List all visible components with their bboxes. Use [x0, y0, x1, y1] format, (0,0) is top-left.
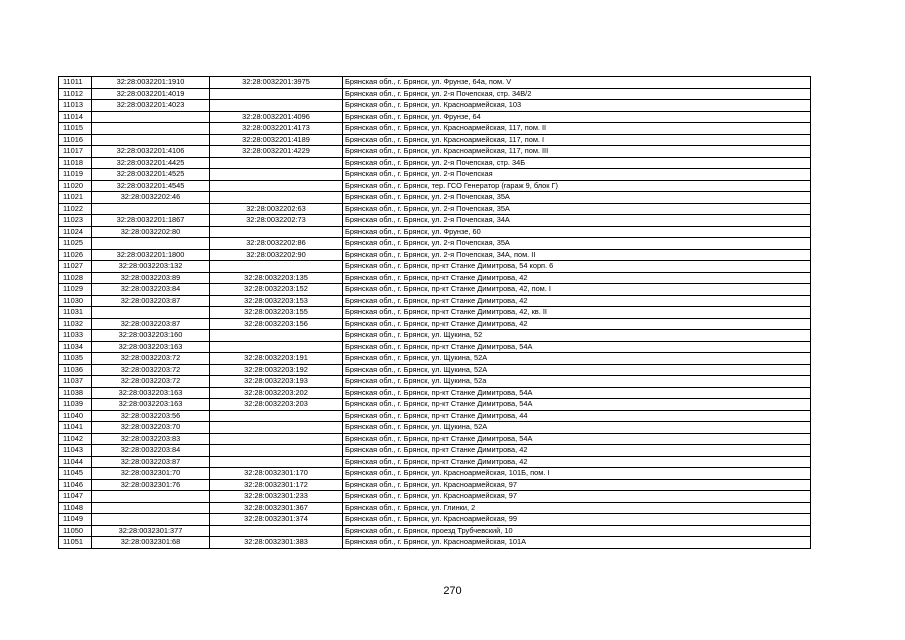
related-cadastral-number-cell: 32:28:0032203:155	[210, 307, 343, 319]
cadastral-number-cell: 32:28:0032201:4545	[92, 180, 210, 192]
row-number-cell: 11025	[59, 238, 92, 250]
table-row	[59, 238, 811, 250]
address-cell: Брянская обл., г. Брянск, ул. 2-я Почепская, 34А	[343, 215, 811, 227]
row-number-cell: 11022	[59, 203, 92, 215]
address-cell: Брянская обл., г. Брянск, ул. 2-я Почепская, 35А	[343, 192, 811, 204]
cadastral-number-cell: 32:28:0032203:160	[92, 330, 210, 342]
table-row	[59, 307, 811, 319]
address-cell: Брянская обл., г. Брянск, ул. Красноармейская, 97	[343, 491, 811, 503]
row-number-cell: 11017	[59, 146, 92, 158]
related-cadastral-number-cell	[210, 88, 343, 100]
related-cadastral-number-cell	[210, 341, 343, 353]
row-number-cell: 11020	[59, 180, 92, 192]
cadastral-number-cell	[92, 123, 210, 135]
table-row	[59, 157, 811, 169]
address-cell: Брянская обл., г. Брянск, ул. Фрунзе, 60	[343, 226, 811, 238]
related-cadastral-number-cell: 32:28:0032203:191	[210, 353, 343, 365]
table-row	[59, 502, 811, 514]
address-cell: Брянская обл., г. Брянск, пр-кт Станке Димитрова, 42	[343, 295, 811, 307]
address-cell: Брянская обл., г. Брянск, ул. Глинки, 2	[343, 502, 811, 514]
address-cell: Брянская обл., г. Брянск, ул. Красноармейская, 97	[343, 479, 811, 491]
table-row	[59, 514, 811, 526]
row-number-cell: 11050	[59, 525, 92, 537]
cadastral-number-cell	[92, 134, 210, 146]
cadastral-number-cell: 32:28:0032203:163	[92, 341, 210, 353]
row-number-cell: 11038	[59, 387, 92, 399]
table-row	[59, 215, 811, 227]
row-number-cell: 11014	[59, 111, 92, 123]
row-number-cell: 11042	[59, 433, 92, 445]
related-cadastral-number-cell	[210, 433, 343, 445]
cadastral-number-cell	[92, 514, 210, 526]
row-number-cell: 11048	[59, 502, 92, 514]
table-row	[59, 341, 811, 353]
row-number-cell: 11026	[59, 249, 92, 261]
table-row	[59, 376, 811, 388]
address-cell: Брянская обл., г. Брянск, ул. Фрунзе, 64а, пом. V	[343, 77, 811, 89]
row-number-cell: 11012	[59, 88, 92, 100]
table-row	[59, 387, 811, 399]
related-cadastral-number-cell: 32:28:0032301:367	[210, 502, 343, 514]
cadastral-number-cell	[92, 307, 210, 319]
row-number-cell: 11044	[59, 456, 92, 468]
table-row	[59, 330, 811, 342]
row-number-cell: 11027	[59, 261, 92, 273]
table-row	[59, 284, 811, 296]
table-row	[59, 134, 811, 146]
address-cell: Брянская обл., г. Брянск, пр-кт Станке Димитрова, 42, пом. I	[343, 284, 811, 296]
related-cadastral-number-cell: 32:28:0032202:86	[210, 238, 343, 250]
row-number-cell: 11013	[59, 100, 92, 112]
property-registry-table	[58, 76, 811, 549]
address-cell: Брянская обл., г. Брянск, пр-кт Станке Димитрова, 54А	[343, 433, 811, 445]
address-cell: Брянская обл., г. Брянск, пр-кт Станке Димитрова, 44	[343, 410, 811, 422]
cadastral-number-cell: 32:28:0032203:83	[92, 433, 210, 445]
related-cadastral-number-cell	[210, 330, 343, 342]
row-number-cell: 11039	[59, 399, 92, 411]
cadastral-number-cell	[92, 502, 210, 514]
related-cadastral-number-cell	[210, 100, 343, 112]
cadastral-number-cell	[92, 203, 210, 215]
related-cadastral-number-cell: 32:28:0032203:152	[210, 284, 343, 296]
address-cell: Брянская обл., г. Брянск, ул. 2-я Почепская	[343, 169, 811, 181]
related-cadastral-number-cell	[210, 456, 343, 468]
cadastral-number-cell: 32:28:0032301:377	[92, 525, 210, 537]
related-cadastral-number-cell	[210, 410, 343, 422]
cadastral-number-cell	[92, 491, 210, 503]
cadastral-number-cell: 32:28:0032203:163	[92, 387, 210, 399]
address-cell: Брянская обл., г. Брянск, ул. Красноармейская, 101А	[343, 537, 811, 549]
table-row	[59, 456, 811, 468]
table-row	[59, 226, 811, 238]
table-row	[59, 180, 811, 192]
table-row	[59, 146, 811, 158]
table-row	[59, 433, 811, 445]
table-row	[59, 261, 811, 273]
related-cadastral-number-cell: 32:28:0032301:383	[210, 537, 343, 549]
related-cadastral-number-cell: 32:28:0032201:3975	[210, 77, 343, 89]
cadastral-number-cell: 32:28:0032203:87	[92, 456, 210, 468]
table-row	[59, 399, 811, 411]
table-row	[59, 169, 811, 181]
address-cell: Брянская обл., г. Брянск, ул. 2-я Почепская, 35А	[343, 238, 811, 250]
related-cadastral-number-cell: 32:28:0032301:233	[210, 491, 343, 503]
address-cell: Брянская обл., г. Брянск, ул. Красноармейская, 117, пом. I	[343, 134, 811, 146]
related-cadastral-number-cell: 32:28:0032202:90	[210, 249, 343, 261]
table-row	[59, 111, 811, 123]
cadastral-number-cell: 32:28:0032203:72	[92, 353, 210, 365]
cadastral-number-cell	[92, 238, 210, 250]
row-number-cell: 11016	[59, 134, 92, 146]
table-row	[59, 203, 811, 215]
cadastral-number-cell: 32:28:0032203:56	[92, 410, 210, 422]
related-cadastral-number-cell	[210, 192, 343, 204]
row-number-cell: 11035	[59, 353, 92, 365]
row-number-cell: 11043	[59, 445, 92, 457]
row-number-cell: 11049	[59, 514, 92, 526]
table-row	[59, 100, 811, 112]
related-cadastral-number-cell	[210, 422, 343, 434]
address-cell: Брянская обл., г. Брянск, пр-кт Станке Димитрова, 54 корп. 6	[343, 261, 811, 273]
row-number-cell: 11031	[59, 307, 92, 319]
table-row	[59, 192, 811, 204]
related-cadastral-number-cell	[210, 261, 343, 273]
row-number-cell: 11023	[59, 215, 92, 227]
address-cell: Брянская обл., г. Брянск, тер. ГСО Генератор (гараж 9, блок Г)	[343, 180, 811, 192]
address-cell: Брянская обл., г. Брянск, ул. Щукина, 52А	[343, 353, 811, 365]
related-cadastral-number-cell: 32:28:0032203:192	[210, 364, 343, 376]
related-cadastral-number-cell: 32:28:0032201:4096	[210, 111, 343, 123]
cadastral-number-cell: 32:28:0032203:163	[92, 399, 210, 411]
row-number-cell: 11015	[59, 123, 92, 135]
address-cell: Брянская обл., г. Брянск, пр-кт Станке Димитрова, 42, кв. II	[343, 307, 811, 319]
address-cell: Брянская обл., г. Брянск, пр-кт Станке Димитрова, 54А	[343, 341, 811, 353]
row-number-cell: 11040	[59, 410, 92, 422]
table-row	[59, 123, 811, 135]
row-number-cell: 11046	[59, 479, 92, 491]
cadastral-number-cell: 32:28:0032301:70	[92, 468, 210, 480]
page-number: 270	[443, 585, 462, 597]
row-number-cell: 11028	[59, 272, 92, 284]
address-cell: Брянская обл., г. Брянск, ул. Фрунзе, 64	[343, 111, 811, 123]
cadastral-number-cell: 32:28:0032201:1800	[92, 249, 210, 261]
table-row	[59, 364, 811, 376]
related-cadastral-number-cell: 32:28:0032203:153	[210, 295, 343, 307]
cadastral-number-cell: 32:28:0032301:68	[92, 537, 210, 549]
address-cell: Брянская обл., г. Брянск, пр-кт Станке Димитрова, 42	[343, 445, 811, 457]
table-row	[59, 479, 811, 491]
address-cell: Брянская обл., г. Брянск, ул. Красноармейская, 101Б, пом. I	[343, 468, 811, 480]
row-number-cell: 11018	[59, 157, 92, 169]
table-body	[59, 77, 811, 549]
row-number-cell: 11019	[59, 169, 92, 181]
cadastral-number-cell: 32:28:0032202:46	[92, 192, 210, 204]
row-number-cell: 11029	[59, 284, 92, 296]
address-cell: Брянская обл., г. Брянск, ул. 2-я Почепская, стр. 34Б	[343, 157, 811, 169]
table-row	[59, 422, 811, 434]
related-cadastral-number-cell	[210, 226, 343, 238]
table-row	[59, 77, 811, 89]
cadastral-number-cell: 32:28:0032201:4019	[92, 88, 210, 100]
related-cadastral-number-cell	[210, 525, 343, 537]
row-number-cell: 11034	[59, 341, 92, 353]
row-number-cell: 11011	[59, 77, 92, 89]
address-cell: Брянская обл., г. Брянск, ул. Красноармейская, 103	[343, 100, 811, 112]
related-cadastral-number-cell: 32:28:0032301:172	[210, 479, 343, 491]
table-row	[59, 353, 811, 365]
address-cell: Брянская обл., г. Брянск, ул. Красноармейская, 117, пом. II	[343, 123, 811, 135]
related-cadastral-number-cell: 32:28:0032201:4189	[210, 134, 343, 146]
related-cadastral-number-cell: 32:28:0032203:135	[210, 272, 343, 284]
cadastral-number-cell: 32:28:0032203:72	[92, 376, 210, 388]
related-cadastral-number-cell	[210, 445, 343, 457]
cadastral-number-cell: 32:28:0032201:4525	[92, 169, 210, 181]
cadastral-number-cell: 32:28:0032203:84	[92, 445, 210, 457]
address-cell: Брянская обл., г. Брянск, пр-кт Станке Димитрова, 42	[343, 272, 811, 284]
cadastral-number-cell: 32:28:0032203:84	[92, 284, 210, 296]
row-number-cell: 11030	[59, 295, 92, 307]
cadastral-number-cell: 32:28:0032202:80	[92, 226, 210, 238]
address-cell: Брянская обл., г. Брянск, пр-кт Станке Димитрова, 42	[343, 456, 811, 468]
cadastral-number-cell: 32:28:0032201:4106	[92, 146, 210, 158]
address-cell: Брянская обл., г. Брянск, пр-кт Станке Димитрова, 42	[343, 318, 811, 330]
address-cell: Брянская обл., г. Брянск, ул. Красноармейская, 99	[343, 514, 811, 526]
row-number-cell: 11037	[59, 376, 92, 388]
table-row	[59, 468, 811, 480]
row-number-cell: 11045	[59, 468, 92, 480]
address-cell: Брянская обл., г. Брянск, ул. 2-я Почепская, 34А, пом. II	[343, 249, 811, 261]
related-cadastral-number-cell: 32:28:0032203:202	[210, 387, 343, 399]
related-cadastral-number-cell: 32:28:0032201:4229	[210, 146, 343, 158]
table-row	[59, 537, 811, 549]
address-cell: Брянская обл., г. Брянск, ул. 2-я Почепская, 35А	[343, 203, 811, 215]
related-cadastral-number-cell: 32:28:0032301:374	[210, 514, 343, 526]
cadastral-number-cell: 32:28:0032201:1867	[92, 215, 210, 227]
related-cadastral-number-cell: 32:28:0032301:170	[210, 468, 343, 480]
related-cadastral-number-cell: 32:28:0032201:4173	[210, 123, 343, 135]
row-number-cell: 11041	[59, 422, 92, 434]
table-row	[59, 525, 811, 537]
row-number-cell: 11047	[59, 491, 92, 503]
table-row	[59, 249, 811, 261]
table-row	[59, 318, 811, 330]
related-cadastral-number-cell	[210, 169, 343, 181]
related-cadastral-number-cell	[210, 180, 343, 192]
related-cadastral-number-cell: 32:28:0032203:193	[210, 376, 343, 388]
cadastral-number-cell: 32:28:0032203:87	[92, 295, 210, 307]
address-cell: Брянская обл., г. Брянск, ул. Щукина, 52а	[343, 376, 811, 388]
row-number-cell: 11021	[59, 192, 92, 204]
table-row	[59, 88, 811, 100]
cadastral-number-cell: 32:28:0032203:70	[92, 422, 210, 434]
related-cadastral-number-cell: 32:28:0032202:73	[210, 215, 343, 227]
cadastral-number-cell: 32:28:0032201:4023	[92, 100, 210, 112]
address-cell: Брянская обл., г. Брянск, ул. Красноармейская, 117, пом. III	[343, 146, 811, 158]
address-cell: Брянская обл., г. Брянск, пр-кт Станке Димитрова, 54А	[343, 399, 811, 411]
address-cell: Брянская обл., г. Брянск, пр-кт Станке Димитрова, 54А	[343, 387, 811, 399]
table-row	[59, 491, 811, 503]
cadastral-number-cell: 32:28:0032301:76	[92, 479, 210, 491]
cadastral-number-cell: 32:28:0032203:89	[92, 272, 210, 284]
address-cell: Брянская обл., г. Брянск, ул. 2-я Почепская, стр. 34В/2	[343, 88, 811, 100]
row-number-cell: 11032	[59, 318, 92, 330]
row-number-cell: 11051	[59, 537, 92, 549]
row-number-cell: 11033	[59, 330, 92, 342]
row-number-cell: 11024	[59, 226, 92, 238]
table-row	[59, 445, 811, 457]
related-cadastral-number-cell: 32:28:0032203:203	[210, 399, 343, 411]
address-cell: Брянская обл., г. Брянск, ул. Щукина, 52А	[343, 422, 811, 434]
table-row	[59, 410, 811, 422]
table-row	[59, 295, 811, 307]
related-cadastral-number-cell	[210, 157, 343, 169]
address-cell: Брянская обл., г. Брянск, ул. Щукина, 52	[343, 330, 811, 342]
cadastral-number-cell: 32:28:0032201:4425	[92, 157, 210, 169]
table-row	[59, 272, 811, 284]
row-number-cell: 11036	[59, 364, 92, 376]
cadastral-number-cell: 32:28:0032203:87	[92, 318, 210, 330]
cadastral-number-cell: 32:28:0032203:72	[92, 364, 210, 376]
address-cell: Брянская обл., г. Брянск, проезд Трубчевский, 10	[343, 525, 811, 537]
related-cadastral-number-cell: 32:28:0032203:156	[210, 318, 343, 330]
address-cell: Брянская обл., г. Брянск, ул. Щукина, 52А	[343, 364, 811, 376]
related-cadastral-number-cell: 32:28:0032202:63	[210, 203, 343, 215]
cadastral-number-cell: 32:28:0032203:132	[92, 261, 210, 273]
cadastral-number-cell: 32:28:0032201:1910	[92, 77, 210, 89]
cadastral-number-cell	[92, 111, 210, 123]
